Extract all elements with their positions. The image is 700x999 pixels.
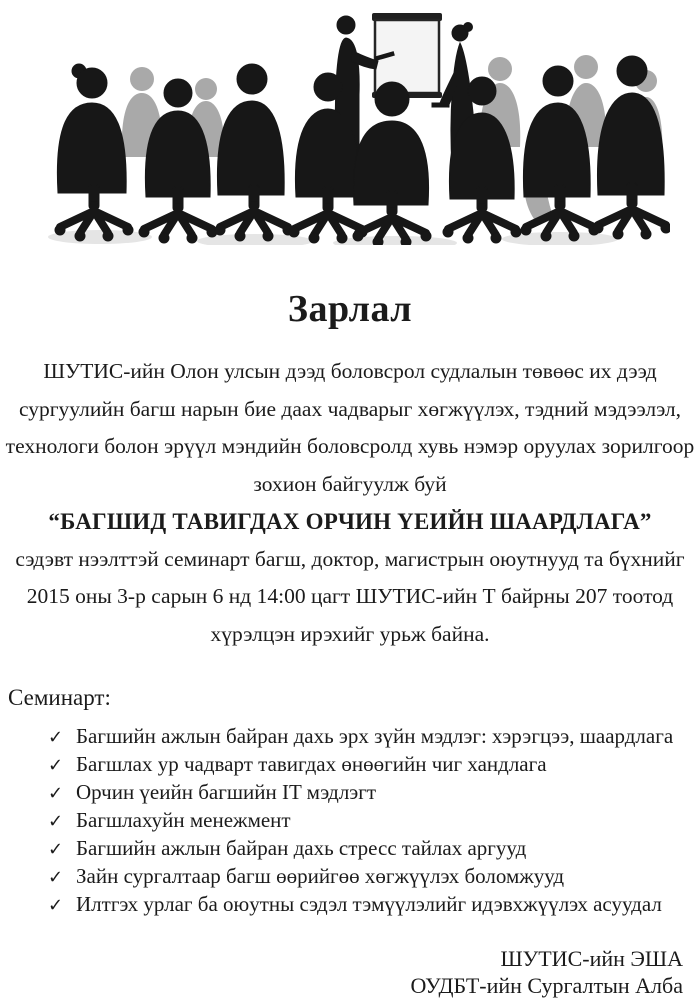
outro-line: 2015 оны 3-р сарын 6 нд 14:00 цагт ШУТИС-ийн Т байрны 207 тоотод [26,584,674,608]
intro-line: технологи болон эрүүл мэндийн боловсролд хувь нэмэр оруулах зорилгоор [5,434,695,458]
topic-text: Багшийн ажлын байран дахь стресс тайлах аргууд [76,836,527,860]
topic-item [48,779,700,807]
topic-text: Илтгэх урлаг ба оюутны сэдэл тэмүүлэлийг идэвхжүүлэх асуудал [76,892,662,916]
outro-line: сэдэвт нээлттэй семинарт багш, доктор, магистрын оюутнууд та бүхнийг [15,546,685,571]
check-icon: ✓ [48,755,64,776]
announcement-paragraph [0,353,700,653]
check-icon: ✓ [48,839,64,860]
intro-line: зохион байгуулж буй [253,471,447,496]
check-icon: ✓ [48,867,64,888]
topic-item [48,751,700,779]
meeting-silhouette-svg [30,5,670,245]
footer-line-org: ШУТИС-ийн ЭША [500,946,683,971]
intro-line: сургуулийн багш нарын бие даах чадварыг хөгжүүлэх, тэдний мэдээлэл, [18,396,682,421]
topic-item [48,891,700,919]
topic-item [48,723,700,751]
topic-text: Зайн сургалтаар багш өөрийгөө хөгжүүлэх боломжууд [76,864,565,888]
topic-item [48,835,700,863]
seminar-label: Семинарт: [8,685,111,710]
topic-item [48,807,700,835]
check-icon: ✓ [48,811,64,832]
topic-text: Орчин үеийн багшийн IT мэдлэгт [76,780,377,804]
check-icon: ✓ [48,783,64,804]
page-title: Зарлал [287,288,413,330]
outro-line: хүрэлцэн ирэхийг урьж байна. [210,621,490,646]
seminar-headline: “БАГШИД ТАВИГДАХ ОРЧИН ҮЕИЙН ШААРДЛАГА” [48,509,652,534]
signature-block [0,945,700,999]
topic-item [48,863,700,891]
check-icon: ✓ [48,727,64,748]
topic-text: Багшлахуйн менежмент [76,808,291,832]
intro-line: ШУТИС-ийн Олон улсын дээд боловсрол судлалын төвөөс их дээд [43,359,657,383]
check-icon: ✓ [48,895,64,916]
announcement-page [0,5,700,998]
topic-list [0,723,700,919]
meeting-silhouette-image [30,5,670,245]
topic-text: Багшийн ажлын байран дахь эрх зүйн мэдлэг: хэрэгцээ, шаардлага [76,724,674,748]
topic-text: Багшлах ур чадварт тавигдах өнөөгийн чиг хандлага [76,752,547,776]
footer-line-dept: ОУДБТ-ийн Сургалтын Алба [410,973,683,998]
